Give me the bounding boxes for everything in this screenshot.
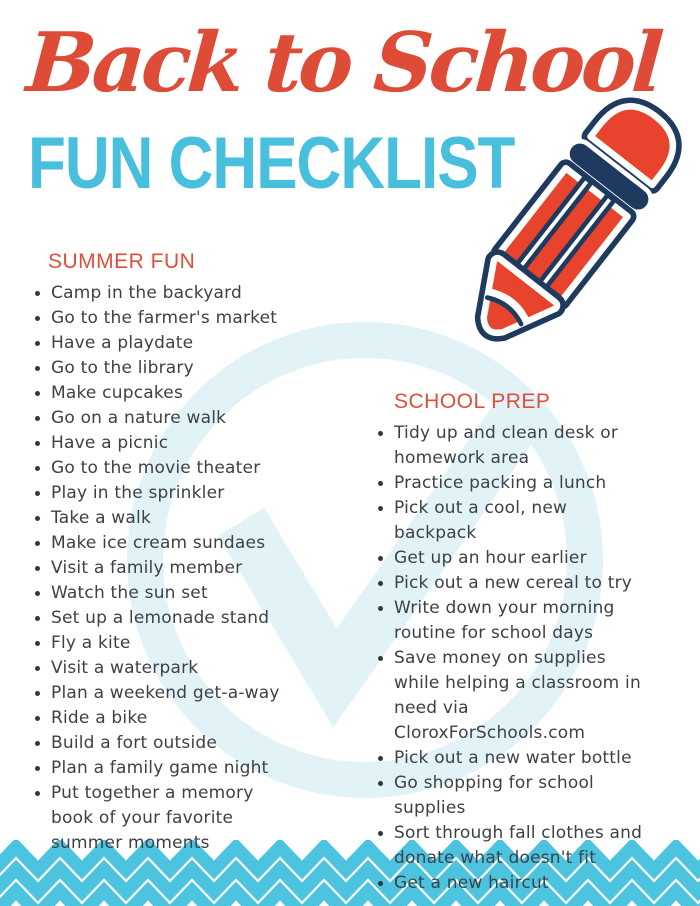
list-item: Fly a kite — [34, 631, 299, 656]
list-item: Play in the sprinkler — [34, 481, 299, 506]
list-item: Make cupcakes — [34, 381, 299, 406]
list-item: Ride a bike — [34, 706, 299, 731]
summer-fun-heading: SUMMER FUN — [48, 250, 196, 273]
list-item: Go to the movie theater — [34, 456, 299, 481]
list-item: Set up a lemonade stand — [34, 606, 299, 631]
list-item: Make ice cream sundaes — [34, 531, 299, 556]
list-item: Save money on supplies while helping a classroom in need via CloroxForSchools.com — [377, 646, 646, 746]
list-item: Go shopping for school supplies — [377, 771, 646, 821]
list-item: Visit a waterpark — [34, 656, 299, 681]
list-item: Plan a weekend get-a-way — [34, 681, 299, 706]
page-title-script: Back to School — [23, 15, 663, 111]
school-prep-list — [377, 421, 669, 896]
list-item: Practice packing a lunch — [377, 471, 646, 496]
list-item: Get up an hour earlier — [377, 546, 646, 571]
summer-fun-list — [34, 281, 344, 856]
list-item: Go on a nature walk — [34, 406, 299, 431]
list-item: Sort through fall clothes and donate what doesn't fit — [377, 821, 646, 871]
page-title-main: FUN CHECKLIST — [28, 123, 515, 205]
list-item: Build a fort outside — [34, 731, 299, 756]
list-item: Have a picnic — [34, 431, 299, 456]
list-item: Get a new haircut — [377, 871, 646, 896]
list-item: Go to the library — [34, 356, 299, 381]
list-item: Pick out a new cereal to try — [377, 571, 646, 596]
list-item: Go to the farmer's market — [34, 306, 299, 331]
list-item: Watch the sun set — [34, 581, 299, 606]
list-item: Write down your morning routine for school days — [377, 596, 646, 646]
list-item: Put together a memory book of your favorite summer moments — [34, 781, 299, 856]
list-item: Have a playdate — [34, 331, 299, 356]
list-item: Visit a family member — [34, 556, 299, 581]
list-item: Camp in the backyard — [34, 281, 299, 306]
summer-fun-section — [34, 250, 344, 856]
list-item: Pick out a new water bottle — [377, 746, 646, 771]
list-item: Plan a family game night — [34, 756, 299, 781]
school-prep-heading: SCHOOL PREP — [394, 390, 551, 413]
list-item: Tidy up and clean desk or homework area — [377, 421, 646, 471]
school-prep-section — [377, 390, 669, 896]
list-item: Take a walk — [34, 506, 299, 531]
list-item: Pick out a cool, new backpack — [377, 496, 646, 546]
